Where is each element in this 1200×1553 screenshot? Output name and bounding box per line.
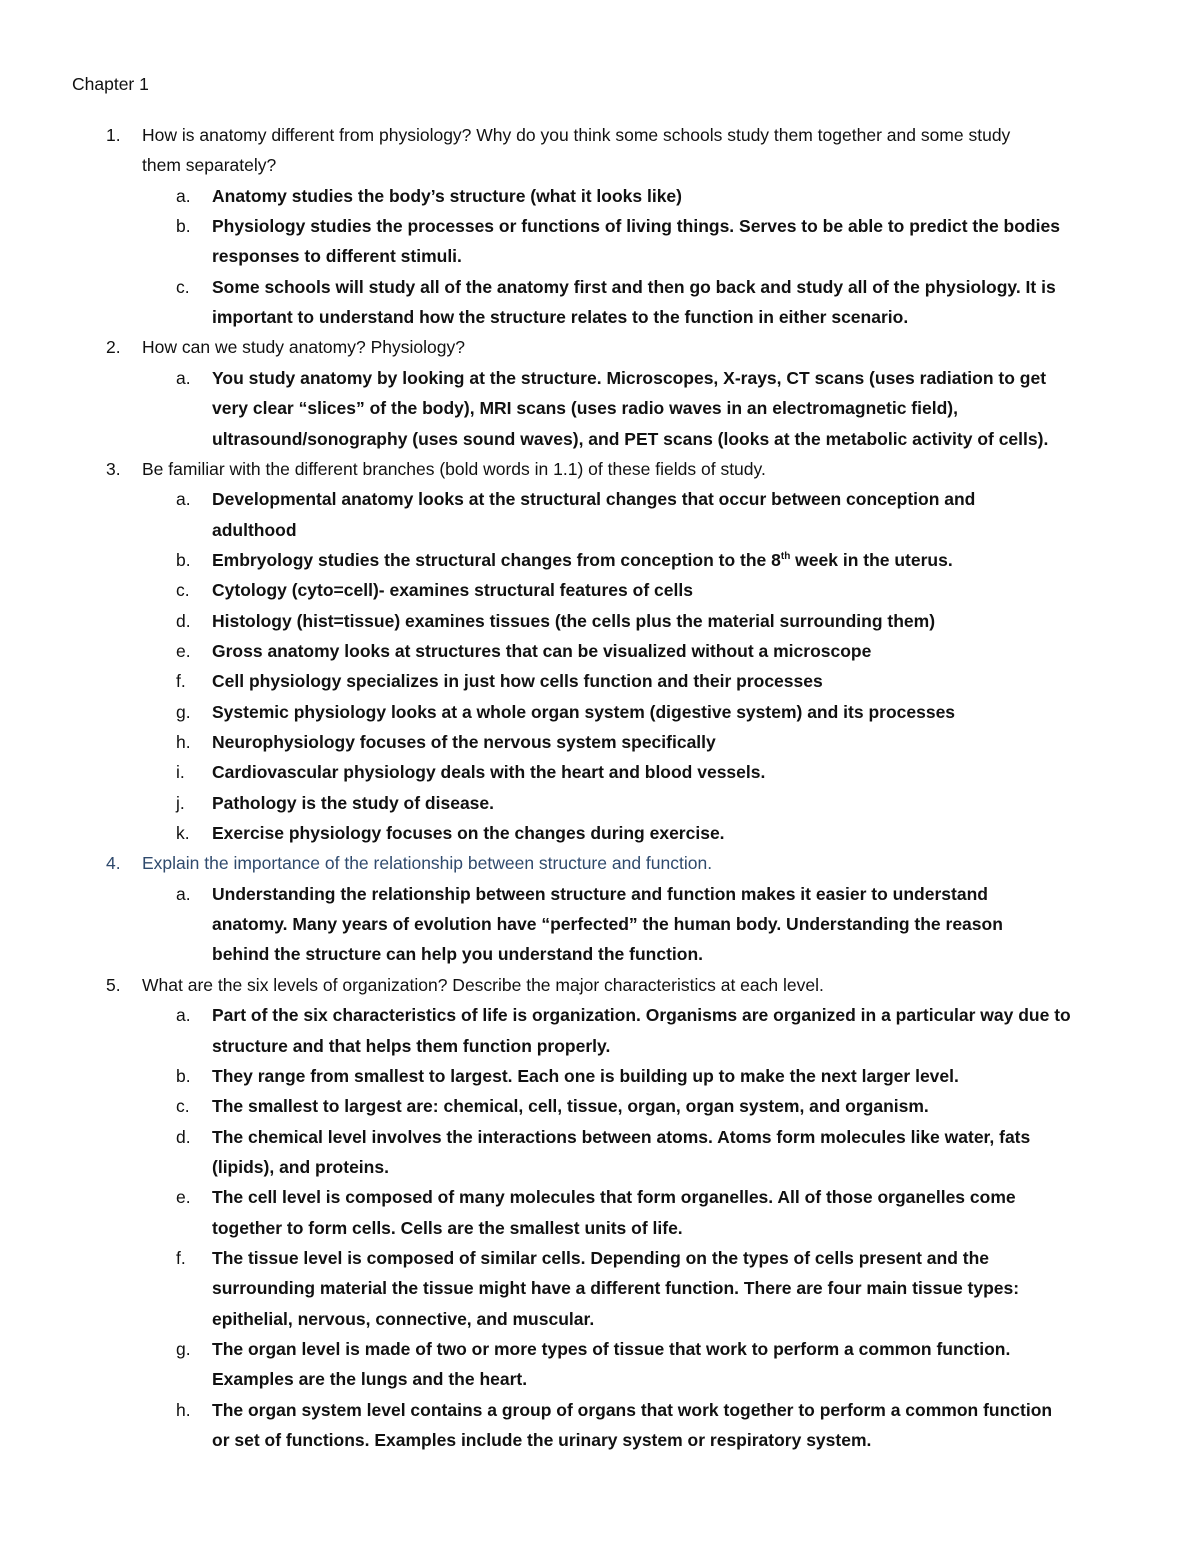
answer-letter: c.: [176, 580, 190, 601]
question-text: Explain the importance of the relationship between structure and function.: [142, 853, 713, 874]
answer-letter: a.: [176, 367, 191, 388]
answer-text: [212, 822, 725, 844]
answer-text: [212, 306, 908, 328]
answer-text: [212, 215, 1060, 237]
question-number: 2.: [106, 337, 121, 358]
answer-letter: d.: [176, 610, 191, 631]
answer-letter: i.: [176, 762, 185, 783]
answer-text: [212, 1368, 527, 1390]
answer-letter: c.: [176, 276, 190, 297]
answer-text-segment: The smallest to largest are: chemical, cell, tissue, organ, organ system, and organism.: [212, 1096, 929, 1117]
answer-letter: e.: [176, 640, 191, 661]
answer-text-segment: ultrasound/sonography (uses sound waves), and PET scans (looks at the metabolic activity of cells).: [212, 428, 1049, 449]
answer-text: [212, 610, 935, 632]
answer-text: [212, 1429, 871, 1451]
answer-text: [212, 1065, 959, 1087]
answer-text: [212, 1247, 989, 1269]
answer-text-segment: behind the structure can help you understand the function.: [212, 944, 703, 965]
answer-letter: a.: [176, 489, 191, 510]
answer-text: [212, 1095, 929, 1117]
question-text: them separately?: [142, 155, 277, 176]
answer-letter: a.: [176, 185, 191, 206]
answer-text-segment: They range from smallest to largest. Each one is building up to make the next larger level.: [212, 1065, 959, 1086]
answer-text: [212, 519, 297, 541]
answer-letter: b.: [176, 1065, 191, 1086]
answer-letter: a.: [176, 883, 191, 904]
answer-letter: h.: [176, 1399, 191, 1420]
answer-text: [212, 1338, 1010, 1360]
answer-letter: c.: [176, 1096, 190, 1117]
question-text: Be familiar with the different branches (bold words in 1.1) of these fields of study.: [142, 458, 766, 479]
answer-text: [212, 792, 494, 814]
answer-letter: e.: [176, 1187, 191, 1208]
question-text: How is anatomy different from physiology? Why do you think some schools study them together and some study: [142, 125, 1011, 145]
answer-text-segment: Understanding the relationship between structure and function makes it easier to understand: [212, 883, 988, 904]
answer-text: [212, 640, 871, 662]
answer-text-segment: Examples are the lungs and the heart.: [212, 1369, 528, 1390]
answer-letter: b.: [176, 549, 191, 570]
answer-text: [212, 1186, 1016, 1208]
answer-text: [212, 1277, 1019, 1299]
answer-letter: j.: [176, 792, 185, 813]
answer-text: [212, 913, 1003, 935]
answer-text-segment: Developmental anatomy looks at the structural changes that occur between conception and: [212, 489, 976, 510]
answer-text-segment: adulthood: [212, 519, 297, 540]
answer-text-segment: surrounding material the tissue might have a different function. There are four main tissue types:: [212, 1278, 1020, 1299]
answer-text: [212, 579, 693, 601]
answer-text: [212, 428, 1048, 450]
answer-text-segment: The organ level is made of two or more types of tissue that work to perform a common function.: [212, 1339, 1011, 1359]
answer-text: [212, 1004, 1071, 1026]
answer-text: [212, 701, 955, 723]
question-number: 1.: [106, 125, 121, 145]
question-text: How can we study anatomy? Physiology?: [142, 337, 465, 358]
answer-text-segment: structure and that helps them function properly.: [212, 1035, 611, 1056]
answer-text-segment: Histology (hist=tissue) examines tissues (the cells plus the material surrounding them): [212, 610, 936, 631]
answer-text-segment: Anatomy studies the body’s structure (what it looks like): [212, 185, 682, 206]
answer-text: [212, 670, 823, 692]
answer-text-segment: Embryology studies the structural changes from conception to the 8: [212, 549, 781, 570]
answer-text-segment: responses to different stimuli.: [212, 246, 462, 267]
answer-text: [212, 883, 988, 905]
answer-text: [212, 1035, 610, 1057]
answer-text-segment: epithelial, nervous, connective, and muscular.: [212, 1308, 595, 1329]
answer-text-segment: week in the uterus.: [790, 549, 953, 570]
answer-text: [212, 397, 958, 419]
answer-text-segment: Pathology is the study of disease.: [212, 792, 495, 813]
answer-text-segment: Part of the six characteristics of life is organization. Organisms are organized in a particular way due to: [212, 1005, 1071, 1026]
answer-letter: g.: [176, 1339, 191, 1359]
answer-text-segment: Physiology studies the processes or functions of living things. Serves to be able to predict the bodies: [212, 216, 1060, 237]
answer-letter: a.: [176, 1005, 191, 1026]
answer-text: [212, 549, 953, 571]
answer-text-segment: Cell physiology specializes in just how cells function and their processes: [212, 671, 823, 692]
answer-text: [212, 1217, 683, 1239]
answer-letter: k.: [176, 823, 190, 844]
answer-text-segment: Neurophysiology focuses of the nervous system specifically: [212, 732, 716, 752]
answer-text: [212, 1308, 594, 1330]
answer-text-segment: Exercise physiology focuses on the changes during exercise.: [212, 823, 725, 844]
answer-text: [212, 1156, 389, 1178]
answer-text-segment: Cytology (cyto=cell)- examines structural features of cells: [212, 580, 693, 601]
answer-text: [212, 367, 1046, 389]
answer-text-segment: Some schools will study all of the anatomy first and then go back and study all of the physiology. It is: [212, 276, 1056, 297]
answer-text: [212, 1126, 1030, 1148]
answer-text-segment: important to understand how the structure relates to the function in either scenario.: [212, 307, 909, 328]
answer-text-segment: together to form cells. Cells are the smallest units of life.: [212, 1217, 683, 1238]
answer-text: [212, 276, 1056, 298]
answer-text: [212, 488, 975, 510]
answer-text: [212, 761, 765, 783]
answer-letter: f.: [176, 1247, 186, 1268]
answer-text-segment: (lipids), and proteins.: [212, 1156, 389, 1177]
answer-text: [212, 185, 682, 207]
answer-text-segment: anatomy. Many years of evolution have “perfected” the human body. Understanding the reason: [212, 914, 1003, 935]
answer-text: [212, 1399, 1052, 1421]
ordinal-superscript: th: [780, 550, 791, 562]
answer-text: [212, 943, 703, 965]
answer-text-segment: You study anatomy by looking at the structure. Microscopes, X-rays, CT scans (uses radiation to get: [212, 367, 1047, 388]
answer-text: [212, 245, 462, 267]
answer-text: [212, 731, 716, 753]
answer-text-segment: or set of functions. Examples include the urinary system or respiratory system.: [212, 1430, 872, 1451]
answer-text-segment: The organ system level contains a group of organs that work together to perform a common function: [212, 1399, 1053, 1420]
answer-text-segment: The chemical level involves the interactions between atoms. Atoms form molecules like water, fats: [212, 1126, 1031, 1147]
answer-letter: h.: [176, 732, 191, 752]
answer-text-segment: The cell level is composed of many molecules that form organelles. All of those organelles come: [212, 1187, 1016, 1208]
question-text: What are the six levels of organization? Describe the major characteristics at each level.: [142, 974, 824, 995]
answer-letter: f.: [176, 671, 186, 692]
question-number: 5.: [106, 974, 121, 995]
question-number: 4.: [106, 853, 121, 874]
answer-text-segment: Cardiovascular physiology deals with the heart and blood vessels.: [212, 762, 766, 783]
answer-text-segment: Systemic physiology looks at a whole organ system (digestive system) and its processes: [212, 701, 956, 722]
answer-letter: g.: [176, 701, 191, 722]
answer-text-segment: Gross anatomy looks at structures that can be visualized without a microscope: [212, 640, 872, 661]
answer-text-segment: very clear “slices” of the body), MRI scans (uses radio waves in an electromagnetic field),: [212, 398, 958, 419]
answer-letter: d.: [176, 1126, 191, 1147]
question-number: 3.: [106, 458, 121, 479]
page-title: Chapter 1: [72, 74, 149, 94]
answer-letter: b.: [176, 216, 191, 237]
answer-text-segment: The tissue level is composed of similar cells. Depending on the types of cells present and the: [212, 1247, 990, 1268]
